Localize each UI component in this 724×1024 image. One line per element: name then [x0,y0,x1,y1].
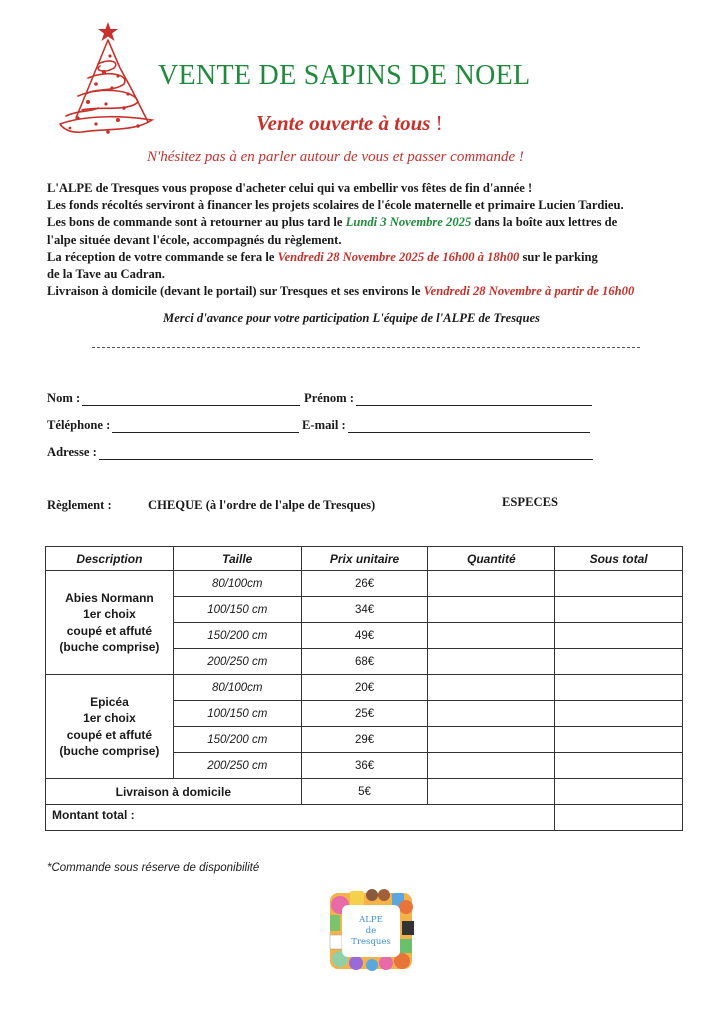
intro-line: L'ALPE de Tresques vous propose d'acheter celui qui va embellir vos fêtes de fin d'année ! [47,181,533,195]
quantity-input[interactable] [428,727,555,753]
price-cell: 25€ [301,701,428,727]
delivery-quantity-input[interactable] [428,779,555,805]
adresse-field[interactable] [99,447,593,460]
email-label: E-mail : [302,418,346,432]
page-title: VENTE DE SAPINS DE NOEL [158,60,531,91]
intro-line [47,214,687,231]
table-header-row [46,547,683,571]
size-cell: 100/150 cm [173,597,301,623]
deadline-date: Lundi 3 Novembre 2025 [345,215,472,230]
adresse-field-row [47,445,593,460]
telephone-field-row [47,418,299,433]
table-row [46,675,683,701]
total-label: Montant total : [46,805,555,831]
tagline: N'hésitez pas à en parler autour de vous et passer commande ! [147,149,524,165]
quantity-input[interactable] [428,675,555,701]
logo-line: de [365,925,377,936]
delivery-date: Vendredi 28 Novembre à partir de 16h00 [423,284,635,299]
logo-line: ALPE [359,914,383,925]
telephone-label: Téléphone : [47,418,111,432]
email-field-row [302,418,590,433]
total-amount-input[interactable] [555,805,683,831]
subtotal-input[interactable] [555,753,683,779]
alpe-logo [326,885,416,973]
subtotal-input[interactable] [555,623,683,649]
price-cell: 36€ [301,753,428,779]
delivery-price: 5€ [301,779,428,805]
adresse-label: Adresse : [47,445,97,459]
intro-text: Livraison à domicile (devant le portail) sur Tresques et ses environs le [47,284,424,299]
subtotal-input[interactable] [555,727,683,753]
size-cell: 80/100cm [173,675,301,701]
size-cell: 100/150 cm [173,701,301,727]
intro-text: La réception de votre commande se fera le [47,249,278,264]
product-description-epicea [46,675,174,779]
subtotal-input[interactable] [555,701,683,727]
description-line: coupé et affuté [66,623,153,638]
intro-paragraph [47,180,687,300]
delivery-label: Livraison à domicile [46,779,302,805]
nom-field[interactable] [82,393,300,406]
description-line: Epicéa [90,694,129,709]
product-description-abies [46,571,174,675]
intro-line: Les fonds récoltés serviront à financer les projets scolaires de l'école maternelle et primaire Lucien Tardieu. [47,198,624,213]
prenom-field-row [304,391,592,406]
price-cell: 26€ [301,571,428,597]
pickup-date: Vendredi 28 Novembre 2025 de 16h00 à 18h00 [277,249,520,264]
subtitle-text: Vente ouverte à tous [256,111,431,135]
delivery-row [46,779,683,805]
quantity-input[interactable] [428,701,555,727]
quantity-input[interactable] [428,649,555,675]
payment-option-especes[interactable]: ESPECES [502,495,558,509]
description-line: (buche comprise) [59,744,160,758]
intro-text: sur le parking [519,249,598,264]
cut-line-divider [92,347,640,348]
subtitle [256,111,443,136]
quantity-input[interactable] [428,597,555,623]
size-cell: 200/250 cm [173,649,301,675]
thanks-message: Merci d'avance pour votre participation L'équipe de l'ALPE de Tresques [163,311,540,325]
availability-note: *Commande sous réserve de disponibilité [47,862,260,874]
intro-text: dans la boîte aux lettres de [471,215,618,230]
subtitle-exclamation: ! [430,111,443,135]
description-line: 1er choix [83,711,136,725]
intro-line [47,249,687,266]
description-line: coupé et affuté [66,727,153,742]
price-cell: 20€ [301,675,428,701]
order-table [45,546,683,831]
size-cell: 150/200 cm [173,727,301,753]
intro-line: de la Tave au Cadran. [47,267,165,282]
telephone-field[interactable] [112,420,299,433]
intro-line [47,283,687,300]
email-field[interactable] [348,420,590,433]
column-header-quantite: Quantité [428,547,555,571]
price-cell: 34€ [301,597,428,623]
subtotal-input[interactable] [555,571,683,597]
prenom-label: Prénom : [304,391,355,405]
quantity-input[interactable] [428,623,555,649]
logo-line: Tresques [351,936,391,947]
payment-option-cheque[interactable]: CHEQUE (à l'ordre de l'alpe de Tresques) [148,498,376,512]
size-cell: 150/200 cm [173,623,301,649]
subtotal-input[interactable] [555,649,683,675]
column-header-prix: Prix unitaire [301,547,428,571]
intro-line: l'alpe située devant l'école, accompagnés du règlement. [47,232,342,247]
price-cell: 68€ [301,649,428,675]
size-cell: 80/100cm [173,571,301,597]
alpe-logo-text [342,905,400,957]
column-header-sous-total: Sous total [555,547,683,571]
prenom-field[interactable] [356,393,592,406]
description-line: 1er choix [83,607,136,621]
total-row [46,805,683,831]
delivery-subtotal-input[interactable] [555,779,683,805]
size-cell: 200/250 cm [173,753,301,779]
description-line: (buche comprise) [59,640,160,654]
column-header-taille: Taille [173,547,301,571]
subtotal-input[interactable] [555,675,683,701]
nom-label: Nom : [47,391,81,405]
quantity-input[interactable] [428,753,555,779]
nom-field-row [47,391,300,406]
intro-text: Les bons de commande sont à retourner au plus tard le [47,215,346,230]
column-header-description: Description [46,547,174,571]
price-cell: 29€ [301,727,428,753]
christmas-tree-icon [48,20,160,138]
payment-label: Règlement : [47,498,112,512]
table-row [46,571,683,597]
description-line: Abies Normann [65,590,154,605]
price-cell: 49€ [301,623,428,649]
subtotal-input[interactable] [555,597,683,623]
quantity-input[interactable] [428,571,555,597]
